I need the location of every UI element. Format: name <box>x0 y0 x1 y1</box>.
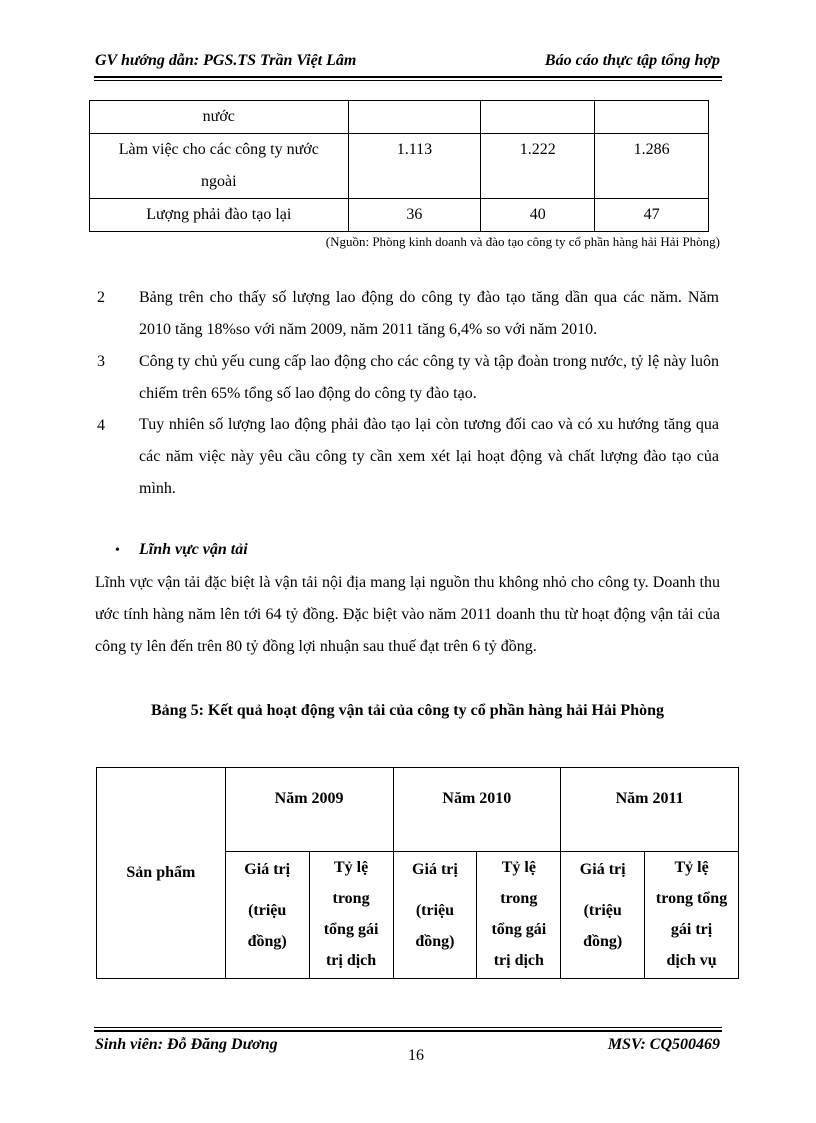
list-item: Bảng trên cho thấy số lượng lao động do công ty đào tạo tăng dần qua các năm. Năm 2010 tăng 18%so với năm 2009, năm 2011 tăng 6,4% so với năm 2010. <box>139 289 719 338</box>
value-header: Giá trị (triệu đồng) <box>393 852 477 979</box>
value-2011: 47 <box>595 199 709 232</box>
list-number: 2 <box>97 289 105 306</box>
transport-table <box>96 767 739 979</box>
list-item: Công ty chủ yếu cung cấp lao động cho các công ty và tập đoàn trong nước, tỷ lệ này luôn chiếm trên 65% tổng số lao động do công ty đào tạo. <box>139 353 719 402</box>
ratio-header: Tỷ lệ trong tổng gái trị dịch <box>477 852 561 979</box>
footer-student: Sinh viên: Đỗ Đăng Dương <box>95 1036 278 1053</box>
list-number: 4 <box>97 417 105 434</box>
table-caption: Bảng 5: Kết quả hoạt động vận tải của công ty cổ phần hàng hải Hải Phòng <box>151 702 664 719</box>
value-header: Giá trị (triệu đồng) <box>561 852 645 979</box>
year-header: Năm 2009 <box>225 768 393 852</box>
header-right: Báo cáo thực tập tổng hợp <box>544 52 720 69</box>
value-header: Giá trị (triệu đồng) <box>225 852 309 979</box>
value-2010: 40 <box>481 199 595 232</box>
table-row <box>90 101 709 134</box>
header-rule <box>94 76 722 78</box>
header-rule-thin <box>94 80 722 81</box>
row-label: Làm việc cho các công ty nước ngoài <box>90 134 349 199</box>
page-number: 16 <box>408 1047 424 1064</box>
ratio-header: Tỷ lệ trong tổng gái trị dịch vụ <box>645 852 739 979</box>
list-item: Tuy nhiên số lượng lao động phải đào tạo lại còn tương đối cao và có xu hướng tăng qua các năm việc này yêu cầu công ty cần xem xét lại hoạt động và chất lượng đào tạo của mình. <box>139 416 719 497</box>
row-label: nước <box>90 101 349 134</box>
header-left: GV hướng dẫn: PGS.TS Trần Việt Lâm <box>95 52 357 69</box>
value-2009: 36 <box>348 199 481 232</box>
table-row <box>90 199 709 232</box>
year-header: Năm 2010 <box>393 768 561 852</box>
list-number: 3 <box>97 353 105 370</box>
footer-msv: MSV: CQ500469 <box>607 1036 720 1053</box>
table-row <box>90 134 709 199</box>
year-header: Năm 2011 <box>561 768 739 852</box>
labor-table <box>89 100 709 232</box>
footer-rule <box>94 1027 722 1028</box>
row-label: Lượng phải đào tạo lại <box>90 199 349 232</box>
value-2010: 1.222 <box>481 134 595 199</box>
bullet-icon: • <box>115 543 120 558</box>
table-source: (Nguồn: Phòng kinh doanh và đào tạo công ty cổ phần hàng hải Hải Phòng) <box>325 234 720 249</box>
ratio-header: Tỷ lệ trong tổng gái trị dịch <box>309 852 393 979</box>
section-paragraph: Lĩnh vực vận tải đặc biệt là vận tải nội địa mang lại nguồn thu không nhỏ cho công ty. Doanh thu ước tính hàng năm lên tới 64 tỷ đồng. Đặc biệt vào năm 2011 doanh thu từ hoạt động vận tải của công ty lên đến trên 80 tỷ đồng lợi nhuận sau thuế đạt trên 6 tỷ đồng. <box>95 574 720 655</box>
footer-rule-thick <box>94 1030 722 1032</box>
product-header: Sản phẩm <box>97 768 226 979</box>
value-2009: 1.113 <box>348 134 481 199</box>
section-heading: Lĩnh vực vận tải <box>139 541 248 558</box>
value-2011: 1.286 <box>595 134 709 199</box>
